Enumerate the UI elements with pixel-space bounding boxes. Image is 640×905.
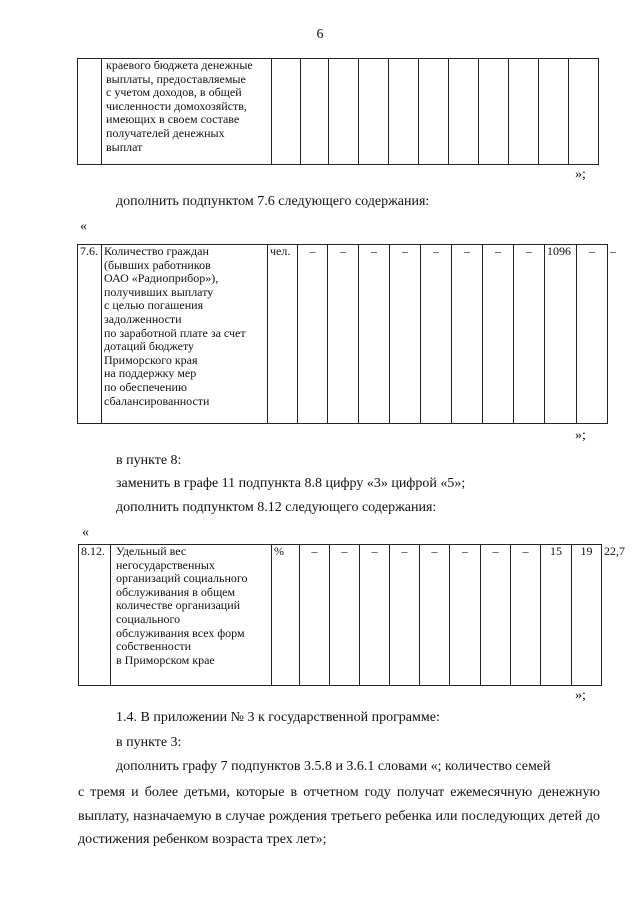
row-number: 7.6. [78,245,102,424]
table-row-7-6: 7.6. Количество граждан (бывших работников ОАО «Радиоприбор»), получивших выплату с целью погашения задолженности по заработной плате за счет дотаций бюджету Приморского края на поддержку мер по обеспечению сбалансированности чел. – – – – – – – – 1096 – – [77,244,608,424]
row-value: – [421,245,452,424]
row-number: 8.12. [79,545,111,686]
row-value: – [452,245,483,424]
table-continuation [77,58,599,165]
row-description: Удельный вес негосударственных организаций социального обслуживания в общем количестве организаций социального обслуживания всех форм собственности в Приморском крае [111,545,272,686]
row-value: – [577,245,608,424]
row-value: – [420,545,450,686]
row-value: 15 [541,545,572,686]
row-value: – [330,545,360,686]
intro-8-12: дополнить подпунктом 8.12 следующего содержания: [116,500,437,515]
intro-7-6: дополнить подпунктом 7.6 следующего содержания: [116,194,430,209]
table-cell [539,59,569,165]
table-cell [359,59,389,165]
section-1-4: 1.4. В приложении № 3 к государственной программе: [116,710,440,725]
row-value: – [483,245,514,424]
table-cell [329,59,359,165]
row-value: – [300,545,330,686]
row-value: – [514,245,545,424]
opening-quote-2: « [82,525,89,540]
row-value: – [298,245,328,424]
row-value: – [511,545,541,686]
table-cell-num [78,59,102,165]
row-description: Количество граждан (бывших работников ОАО «Радиоприбор»), получивших выплату с целью погашения задолженности по заработной плате за счет дотаций бюджету Приморского края на поддержку мер по обеспечению сбалансированности [102,245,268,424]
row-value: 1096 [545,245,577,424]
closing-quote-1: »; [575,167,586,182]
p8-heading: в пункте 8: [116,453,182,468]
row-unit: % [272,545,300,686]
table-cell [569,59,599,165]
p3-heading: в пункте 3: [116,735,182,750]
page-number: 6 [316,27,324,42]
closing-quote-2: »; [575,428,586,443]
row-value: – [450,545,481,686]
table-cell [509,59,539,165]
row-value: – [481,545,511,686]
table-cell-description: краевого бюджета денежные выплаты, предоставляемые с учетом доходов, в общей численности домохозяйств, имеющих в своем составе получателей денежных выплат [102,59,272,165]
row-unit: чел. [268,245,298,424]
table-cell [301,59,329,165]
table-cell [479,59,509,165]
table-cell [419,59,449,165]
table-cell [449,59,479,165]
row-value: – [390,245,421,424]
row-value: – [390,545,420,686]
table-cell [272,59,301,165]
p8-replace: заменить в графе 11 подпункта 8.8 цифру «3» цифрой «5»; [116,476,466,491]
table-cell [389,59,419,165]
opening-quote-1: « [80,219,87,234]
p3-text-rest: с тремя и более детьми, которые в отчетном году получат ежемесячную денежную выплату, назначаемую в случае рождения третьего ребенка или последующих детей до достижения ребенком возраста трех лет»; [78,785,600,847]
row-value: – [360,545,390,686]
row-value: – [359,245,390,424]
closing-quote-3: »; [575,688,586,703]
row-value: – [328,245,359,424]
row-value: 19 [572,545,602,686]
p3-text-line1: дополнить графу 7 подпунктов 3.5.8 и 3.6.1 словами «; количество семей [116,759,551,774]
table-row-8-12: 8.12. Удельный вес негосударственных организаций социального обслуживания в общем количестве организаций социального обслуживания всех форм собственности в Приморском крае % – – – – – – – – 15 19 22,7 [78,544,602,686]
